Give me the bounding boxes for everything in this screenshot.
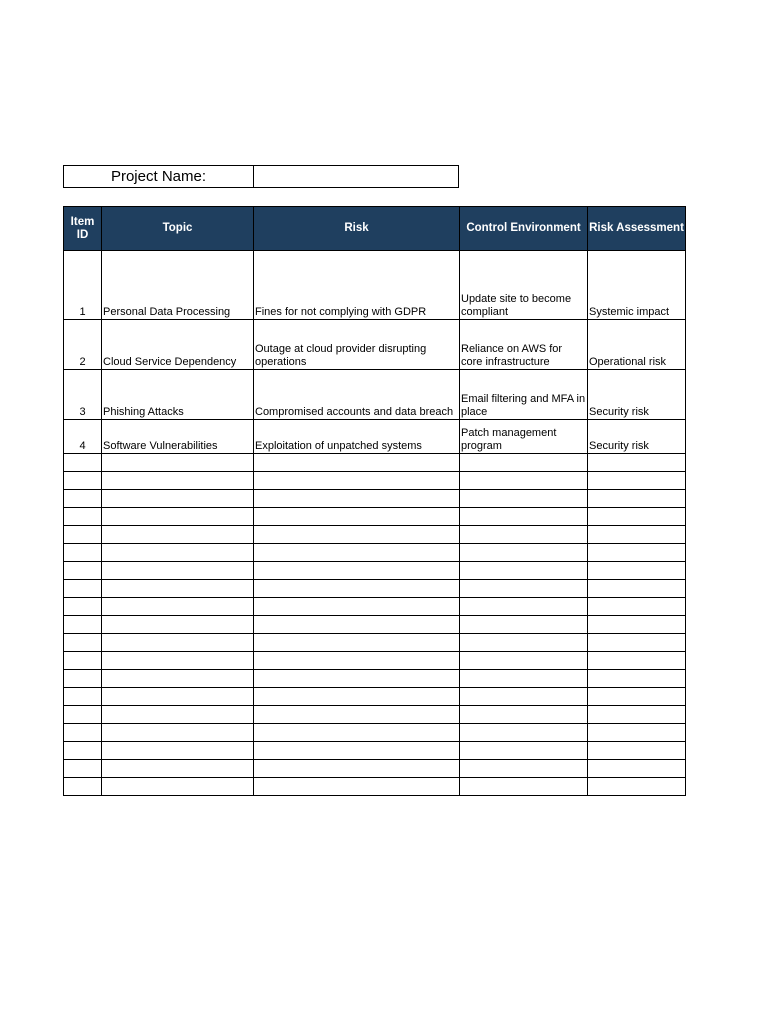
table-row-empty [64, 598, 686, 616]
risk-register-table [63, 206, 686, 796]
cell-assessment[interactable]: Security risk [588, 370, 686, 420]
cell-empty[interactable] [460, 616, 588, 634]
cell-empty[interactable] [588, 562, 686, 580]
cell-item-id[interactable]: 4 [64, 420, 102, 454]
cell-empty[interactable] [588, 670, 686, 688]
cell-control[interactable]: Email filtering and MFA in place [460, 370, 588, 420]
cell-empty[interactable] [64, 634, 102, 652]
cell-empty[interactable] [64, 616, 102, 634]
cell-empty[interactable] [460, 724, 588, 742]
cell-control[interactable]: Reliance on AWS for core infrastructure [460, 320, 588, 370]
header-item-id: Item ID [64, 207, 102, 251]
cell-topic[interactable]: Personal Data Processing [102, 251, 254, 320]
cell-empty[interactable] [588, 706, 686, 724]
cell-empty[interactable] [64, 580, 102, 598]
table-row-empty [64, 490, 686, 508]
table-row-empty [64, 688, 686, 706]
cell-empty[interactable] [460, 634, 588, 652]
cell-empty[interactable] [254, 490, 460, 508]
cell-empty[interactable] [460, 562, 588, 580]
table-row-empty [64, 634, 686, 652]
cell-empty[interactable] [64, 598, 102, 616]
table-row [64, 420, 686, 454]
cell-empty[interactable] [588, 688, 686, 706]
table-row-empty [64, 706, 686, 724]
header-risk: Risk [254, 207, 460, 251]
project-name-field[interactable] [254, 166, 458, 187]
cell-control[interactable]: Update site to become compliant [460, 251, 588, 320]
table-row-empty [64, 670, 686, 688]
cell-empty[interactable] [254, 472, 460, 490]
cell-empty[interactable] [588, 724, 686, 742]
cell-empty[interactable] [64, 742, 102, 760]
table-row-empty [64, 742, 686, 760]
table-row-empty [64, 454, 686, 472]
cell-empty[interactable] [588, 526, 686, 544]
cell-empty[interactable] [254, 508, 460, 526]
table-row-empty [64, 760, 686, 778]
cell-empty[interactable] [102, 598, 254, 616]
table-row [64, 251, 686, 320]
cell-empty[interactable] [102, 526, 254, 544]
cell-empty[interactable] [102, 508, 254, 526]
cell-empty[interactable] [64, 472, 102, 490]
cell-empty[interactable] [102, 706, 254, 724]
cell-empty[interactable] [460, 508, 588, 526]
cell-empty[interactable] [254, 526, 460, 544]
cell-empty[interactable] [254, 688, 460, 706]
cell-empty[interactable] [588, 760, 686, 778]
cell-empty[interactable] [460, 706, 588, 724]
cell-empty[interactable] [254, 778, 460, 796]
cell-empty[interactable] [588, 652, 686, 670]
cell-empty[interactable] [254, 634, 460, 652]
cell-empty[interactable] [64, 706, 102, 724]
cell-empty[interactable] [254, 706, 460, 724]
cell-empty[interactable] [460, 526, 588, 544]
cell-empty[interactable] [588, 454, 686, 472]
cell-empty[interactable] [64, 670, 102, 688]
cell-assessment[interactable]: Operational risk [588, 320, 686, 370]
cell-empty[interactable] [588, 598, 686, 616]
cell-assessment[interactable]: Systemic impact [588, 251, 686, 320]
cell-empty[interactable] [254, 760, 460, 778]
cell-empty[interactable] [64, 760, 102, 778]
table-row [64, 370, 686, 420]
cell-empty[interactable] [460, 454, 588, 472]
cell-empty[interactable] [254, 670, 460, 688]
cell-empty[interactable] [102, 616, 254, 634]
table-row-empty [64, 652, 686, 670]
cell-topic[interactable]: Software Vulnerabilities [102, 420, 254, 454]
cell-empty[interactable] [460, 544, 588, 562]
cell-empty[interactable] [102, 688, 254, 706]
cell-assessment[interactable]: Security risk [588, 420, 686, 454]
cell-empty[interactable] [64, 778, 102, 796]
cell-empty[interactable] [102, 634, 254, 652]
cell-empty[interactable] [254, 598, 460, 616]
cell-empty[interactable] [588, 778, 686, 796]
cell-empty[interactable] [64, 724, 102, 742]
cell-item-id[interactable]: 2 [64, 320, 102, 370]
table-row [64, 320, 686, 370]
cell-risk[interactable]: Fines for not complying with GDPR [254, 251, 460, 320]
cell-empty[interactable] [460, 598, 588, 616]
cell-empty[interactable] [64, 652, 102, 670]
cell-empty[interactable] [102, 742, 254, 760]
cell-empty[interactable] [588, 742, 686, 760]
cell-empty[interactable] [102, 544, 254, 562]
cell-empty[interactable] [254, 652, 460, 670]
table-header-row [64, 207, 686, 251]
cell-empty[interactable] [460, 652, 588, 670]
cell-item-id[interactable]: 1 [64, 251, 102, 320]
cell-empty[interactable] [254, 562, 460, 580]
table-row-empty [64, 472, 686, 490]
cell-empty[interactable] [64, 688, 102, 706]
cell-empty[interactable] [102, 652, 254, 670]
header-control-environment: Control Environment [460, 207, 588, 251]
cell-empty[interactable] [64, 508, 102, 526]
cell-empty[interactable] [102, 670, 254, 688]
cell-empty[interactable] [64, 454, 102, 472]
cell-empty[interactable] [254, 580, 460, 598]
cell-topic[interactable]: Cloud Service Dependency [102, 320, 254, 370]
cell-empty[interactable] [254, 724, 460, 742]
table-row-empty [64, 544, 686, 562]
cell-empty[interactable] [460, 670, 588, 688]
cell-empty[interactable] [588, 544, 686, 562]
cell-empty[interactable] [102, 490, 254, 508]
table-row-empty [64, 580, 686, 598]
cell-empty[interactable] [102, 454, 254, 472]
cell-empty[interactable] [460, 778, 588, 796]
header-risk-assessment: Risk Assessment [588, 207, 686, 251]
header-topic: Topic [102, 207, 254, 251]
cell-empty[interactable] [64, 490, 102, 508]
cell-empty[interactable] [254, 616, 460, 634]
cell-empty[interactable] [102, 724, 254, 742]
cell-empty[interactable] [254, 742, 460, 760]
cell-empty[interactable] [460, 490, 588, 508]
cell-empty[interactable] [102, 562, 254, 580]
table-row-empty [64, 724, 686, 742]
cell-empty[interactable] [588, 508, 686, 526]
cell-empty[interactable] [460, 688, 588, 706]
table-row-empty [64, 616, 686, 634]
cell-empty[interactable] [254, 454, 460, 472]
project-name-box [63, 165, 459, 188]
cell-empty[interactable] [588, 634, 686, 652]
cell-empty[interactable] [254, 544, 460, 562]
table-row-empty [64, 526, 686, 544]
cell-topic[interactable]: Phishing Attacks [102, 370, 254, 420]
cell-empty[interactable] [102, 778, 254, 796]
cell-empty[interactable] [460, 472, 588, 490]
cell-risk[interactable]: Outage at cloud provider disrupting operations [254, 320, 460, 370]
cell-empty[interactable] [460, 760, 588, 778]
cell-risk[interactable]: Exploitation of unpatched systems [254, 420, 460, 454]
cell-item-id[interactable]: 3 [64, 370, 102, 420]
project-name-label: Project Name: [64, 166, 254, 187]
cell-empty[interactable] [64, 562, 102, 580]
cell-risk[interactable]: Compromised accounts and data breach [254, 370, 460, 420]
cell-control[interactable]: Patch management program [460, 420, 588, 454]
cell-empty[interactable] [588, 580, 686, 598]
cell-empty[interactable] [588, 490, 686, 508]
cell-empty[interactable] [102, 760, 254, 778]
table-row-empty [64, 562, 686, 580]
cell-empty[interactable] [64, 526, 102, 544]
cell-empty[interactable] [588, 472, 686, 490]
cell-empty[interactable] [460, 742, 588, 760]
cell-empty[interactable] [64, 544, 102, 562]
cell-empty[interactable] [102, 472, 254, 490]
table-row-empty [64, 778, 686, 796]
cell-empty[interactable] [588, 616, 686, 634]
table-row-empty [64, 508, 686, 526]
cell-empty[interactable] [102, 580, 254, 598]
cell-empty[interactable] [460, 580, 588, 598]
